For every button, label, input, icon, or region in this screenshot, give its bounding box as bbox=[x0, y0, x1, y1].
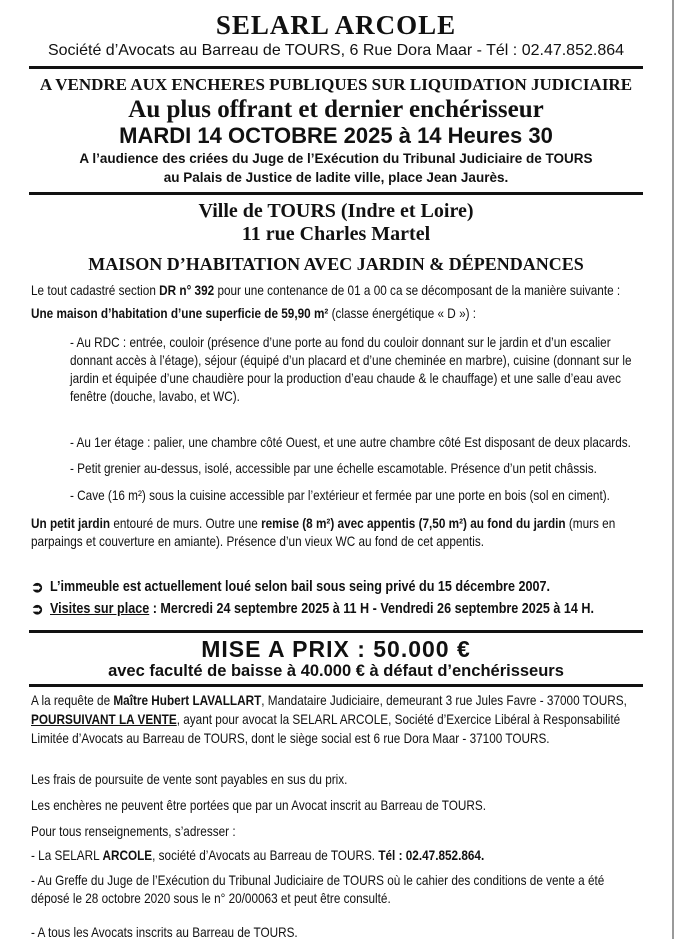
house-surface: Une maison d’habitation d’une superficie de 59,90 m² (classe énergétique « D ») : bbox=[31, 305, 477, 321]
divider bbox=[29, 66, 643, 69]
price-reduction: avec faculté de baisse à 40.000 € à défaut d’enchérisseurs bbox=[108, 662, 564, 680]
contact-firm: - La SELARL ARCOLE, société d’Avocats au Barreau de TOURS. Tél : 02.47.852.864. bbox=[31, 847, 485, 863]
rdc-description: - Au RDC : entrée, couloir (présence d’une porte au fond du couloir donnant sur le jardin et d’un escalier donnant accès à l’étage), séjour (équipé d’un placard et d’une cheminée en marbre), cuisine (donnant sur le jardin et équipée d’une chaudière pour la production d’eau chaude & le chauffage) et une salle d’eau avec fenêtre (douche, lavabo, et WC). bbox=[70, 334, 632, 404]
cadastre-line: Le tout cadastré section DR n° 392 pour une contenance de 01 a 00 ca se décomposant de la manière suivante : bbox=[31, 282, 621, 298]
starting-price: MISE A PRIX : 50.000 € bbox=[201, 636, 471, 662]
court-line-2: au Palais de Justice de ladite ville, place Jean Jaurès. bbox=[163, 170, 509, 185]
cave-description: - Cave (16 m²) sous la cuisine accessible par l’extérieur et fermée par une porte en bois (sol en ciment). bbox=[70, 487, 610, 503]
property-street: 11 rue Charles Martel bbox=[241, 223, 431, 245]
contact-lawyers: - A tous les Avocats inscrits au Barreau de TOURS. bbox=[31, 924, 298, 940]
sale-type: A VENDRE AUX ENCHERES PUBLIQUES SUR LIQUIDATION JUDICIAIRE bbox=[39, 75, 633, 94]
arrow-icon: ➲ bbox=[31, 601, 44, 618]
property-city: Ville de TOURS (Indre et Loire) bbox=[198, 200, 474, 222]
divider bbox=[29, 630, 643, 633]
bail-note: L’immeuble est actuellement loué selon bail sous seing privé du 15 décembre 2007. bbox=[50, 578, 550, 595]
arrow-icon: ➲ bbox=[31, 579, 44, 596]
visits-note: Visites sur place : Mercredi 24 septembre 2025 à 11 H - Vendredi 26 septembre 2025 à 14 H. bbox=[50, 600, 594, 617]
info-heading: Pour tous renseignements, s’adresser : bbox=[31, 823, 236, 839]
firm-name: SELARL ARCOLE bbox=[215, 10, 457, 40]
court-line-1: A l’audience des criées du Juge de l’Exécution du Tribunal Judiciaire de TOURS bbox=[79, 151, 593, 166]
divider bbox=[29, 684, 643, 687]
grenier-description: - Petit grenier au-dessus, isolé, accessible par une échelle escamotable. Présence d’un petit châssis. bbox=[70, 460, 597, 476]
sale-date: MARDI 14 OCTOBRE 2025 à 14 Heures 30 bbox=[119, 123, 553, 148]
requester-paragraph: A la requête de Maître Hubert LAVALLART, Mandataire Judiciaire, demeurant 3 rue Jules Favre - 37000 TOURS, POURSUIVANT LA VENTE, ayant pour avocat la SELARL ARCOLE, Société d’Exercice Libéral à Responsabilité Limitée d’Avocats au Barreau de TOURS, dont le siège social est 6 rue Dora Maar - 37100 TOURS. bbox=[31, 692, 627, 746]
contact-greffe: - Au Greffe du Juge de l’Exécution du Tribunal Judiciaire de TOURS où le cahier des conditions de vente a été déposé le 28 octobre 2020 sous le n° 20/00063 et peut être consulté. bbox=[31, 872, 605, 906]
property-type: MAISON D’HABITATION AVEC JARDIN & DÉPENDANCES bbox=[88, 254, 584, 274]
jardin-description: Un petit jardin entouré de murs. Outre une remise (8 m²) avec appentis (7,50 m²) au fond du jardin (murs en parpaings et couverture en amiante). Présence d’un vieux WC au fond de cet appentis. bbox=[31, 515, 616, 549]
firm-address: Société d’Avocats au Barreau de TOURS, 6 Rue Dora Maar - Tél : 02.47.852.864 bbox=[47, 42, 625, 59]
divider bbox=[29, 192, 643, 195]
fees-note: Les frais de poursuite de vente sont payables en sus du prix. bbox=[31, 771, 348, 787]
bidding-note: Les enchères ne peuvent être portées que par un Avocat inscrit au Barreau de TOURS. bbox=[31, 797, 487, 813]
sale-terms: Au plus offrant et dernier enchérisseur bbox=[128, 96, 544, 123]
etage-description: - Au 1er étage : palier, une chambre côté Ouest, et une autre chambre côté Est disposant de deux placards. bbox=[70, 434, 631, 450]
